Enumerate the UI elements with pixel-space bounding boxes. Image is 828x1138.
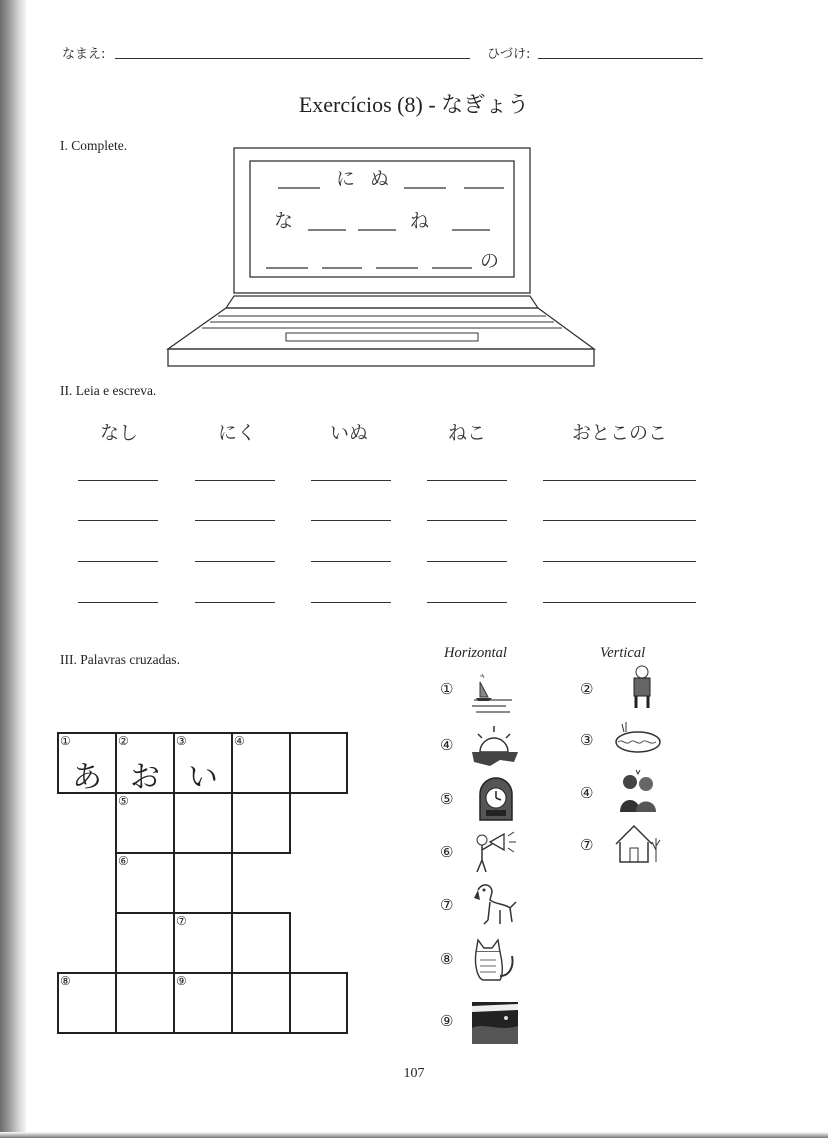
writing-line[interactable] <box>543 520 696 521</box>
grid-number-3: ③ <box>176 734 187 748</box>
word-niku: にく <box>218 422 257 444</box>
writing-line[interactable] <box>311 520 391 521</box>
writing-line[interactable] <box>543 480 696 481</box>
grid-number-6: ⑥ <box>118 854 129 868</box>
writing-line[interactable] <box>195 480 275 481</box>
word-otokonoko: おとこのこ <box>572 422 668 444</box>
v-clue-num-4: ④ <box>580 784 594 802</box>
writing-line[interactable] <box>427 602 507 603</box>
writing-line[interactable] <box>427 520 507 521</box>
h-clue-num-8: ⑧ <box>440 950 454 968</box>
grid-letter-o: お <box>130 760 160 795</box>
h-clue-num-4: ④ <box>440 736 454 754</box>
v-clue-num-2: ② <box>580 680 594 698</box>
writing-line[interactable] <box>78 561 158 562</box>
v-clue-num-7: ⑦ <box>580 836 594 854</box>
grid-number-9: ⑨ <box>176 974 187 988</box>
writing-line[interactable] <box>427 480 507 481</box>
sailboat-icon <box>466 670 516 718</box>
section-2-label: II. Leia e escreva. <box>60 383 157 398</box>
clock-icon <box>472 776 522 824</box>
section-1-label: I. Complete. <box>60 138 128 153</box>
grid-number-5: ⑤ <box>118 794 129 808</box>
word-neko: ねこ <box>448 422 487 444</box>
h-clue-num-7: ⑦ <box>440 896 454 914</box>
h-clue-num-9: ⑨ <box>440 1012 454 1030</box>
laptop-kana-ne: ね <box>410 210 430 232</box>
dog-icon <box>470 880 520 928</box>
page-number: 107 <box>403 1066 425 1081</box>
writing-line[interactable] <box>311 480 391 481</box>
writing-line[interactable] <box>195 520 275 521</box>
horizontal-heading: Horizontal <box>444 645 507 661</box>
writing-line[interactable] <box>195 561 275 562</box>
grid-number-7: ⑦ <box>176 914 187 928</box>
v-clue-num-3: ③ <box>580 731 594 749</box>
writing-line[interactable] <box>311 561 391 562</box>
laptop-kana-nu: ぬ <box>370 168 390 190</box>
page-edge-shadow <box>0 1132 828 1138</box>
writing-line[interactable] <box>543 602 696 603</box>
vertical-heading: Vertical <box>600 645 646 661</box>
couple-icon <box>614 768 664 816</box>
name-field-line[interactable] <box>115 44 470 59</box>
grid-number-2: ② <box>118 734 129 748</box>
grid-number-1: ① <box>60 734 71 748</box>
laptop-kana-ni: に <box>336 168 356 190</box>
night-scene-icon <box>470 998 520 1046</box>
laptop-kana-no: の <box>480 250 500 272</box>
writing-line[interactable] <box>78 602 158 603</box>
writing-line[interactable] <box>427 561 507 562</box>
megaphone-person-icon <box>470 826 520 874</box>
writing-line[interactable] <box>543 561 696 562</box>
h-clue-num-1: ① <box>440 680 454 698</box>
cat-icon <box>470 936 520 984</box>
book-spine-shadow <box>0 0 26 1138</box>
grid-letter-a: あ <box>72 760 102 795</box>
date-field-line[interactable] <box>538 44 703 59</box>
writing-line[interactable] <box>195 602 275 603</box>
pond-icon <box>612 716 662 764</box>
name-label: なまえ: <box>62 47 106 62</box>
grid-number-4: ④ <box>234 734 245 748</box>
grid-number-8: ⑧ <box>60 974 71 988</box>
page-title: Exercícios (8) - なぎょう <box>298 92 530 117</box>
boy-icon <box>620 664 670 712</box>
h-clue-num-6: ⑥ <box>440 843 454 861</box>
word-nashi: なし <box>100 422 139 444</box>
word-inu: いぬ <box>330 422 369 444</box>
writing-line[interactable] <box>78 480 158 481</box>
sunset-icon <box>470 722 520 770</box>
writing-line[interactable] <box>311 602 391 603</box>
writing-line[interactable] <box>78 520 158 521</box>
section-3-label: III. Palavras cruzadas. <box>60 652 180 667</box>
grid-letter-i: い <box>188 760 218 795</box>
house-icon <box>612 818 662 866</box>
date-label: ひづけ: <box>487 47 531 62</box>
laptop-kana-na: な <box>274 210 294 232</box>
h-clue-num-5: ⑤ <box>440 790 454 808</box>
